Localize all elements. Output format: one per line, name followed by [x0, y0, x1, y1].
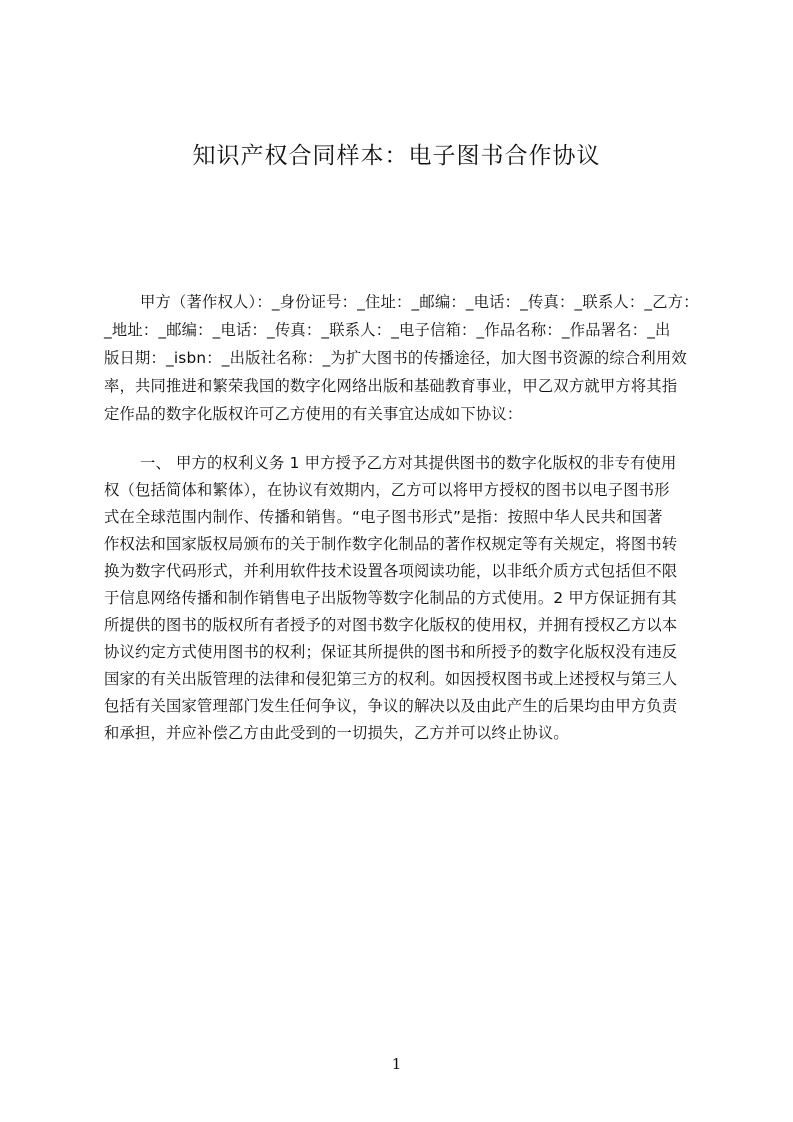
document-title: 知识产权合同样本：电子图书合作协议 [192, 143, 601, 169]
paragraph-line: 式在全球范围内制作、传播和销售。“电子图书形式”是指：按照中华人民共和国著 [104, 508, 663, 526]
paragraph-line: 所提供的图书的版权所有者授予的对图书数字化版权的使用权，并拥有授权乙方以本 [104, 616, 678, 634]
paragraph-line: 作权法和国家版权局颁布的关于制作数字化制品的著作权规定等有关规定，将图书转 [104, 535, 678, 553]
page-number: 1 [391, 1055, 402, 1073]
paragraph-line: 率，共同推进和繁荣我国的数字化网络出版和基础教育事业，甲乙双方就甲方将其指 [104, 377, 678, 395]
paragraph-line: 一、 甲方的权利义务 1 甲方授予乙方对其提供图书的数字化版权的非专有使用 [140, 454, 677, 472]
paragraph-line: 甲方（著作权人）：_身份证号：_住址：_邮编：_电话：_传真：_联系人：_乙方： [140, 293, 699, 311]
paragraph-line: 包括有关国家管理部门发生任何争议，争议的解决以及由此产生的后果均由甲方负责 [104, 697, 678, 715]
paragraph-line: 权（包括简体和繁体），在协议有效期内，乙方可以将甲方授权的图书以电子图书形 [104, 481, 670, 499]
paragraph-line: 版日期：_isbn：_出版社名称：_为扩大图书的传播途径，加大图书资源的综合利用效 [104, 349, 687, 367]
paragraph-line: 国家的有关出版管理的法律和侵犯第三方的权利。如因授权图书或上述授权与第三人 [104, 670, 678, 688]
paragraph-line: 协议约定方式使用图书的权利；保证其所提供的图书和所授予的数字化版权没有违反 [104, 643, 678, 661]
paragraph-line: 换为数字代码形式，并利用软件技术设置各项阅读功能，以非纸介质方式包括但不限 [104, 562, 678, 580]
paragraph-line: 于信息网络传播和制作销售电子出版物等数字化制品的方式使用。2 甲方保证拥有其 [104, 589, 677, 607]
paragraph-line: 定作品的数字化版权许可乙方使用的有关事宜达成如下协议： [104, 405, 523, 423]
paragraph-line: _地址：_邮编：_电话：_传真：_联系人：_电子信箱：_作品名称：_作品署名：_出 [104, 321, 671, 339]
paragraph-line: 和承担，并应补偿乙方由此受到的一切损失，乙方并可以终止协议。 [104, 724, 569, 742]
